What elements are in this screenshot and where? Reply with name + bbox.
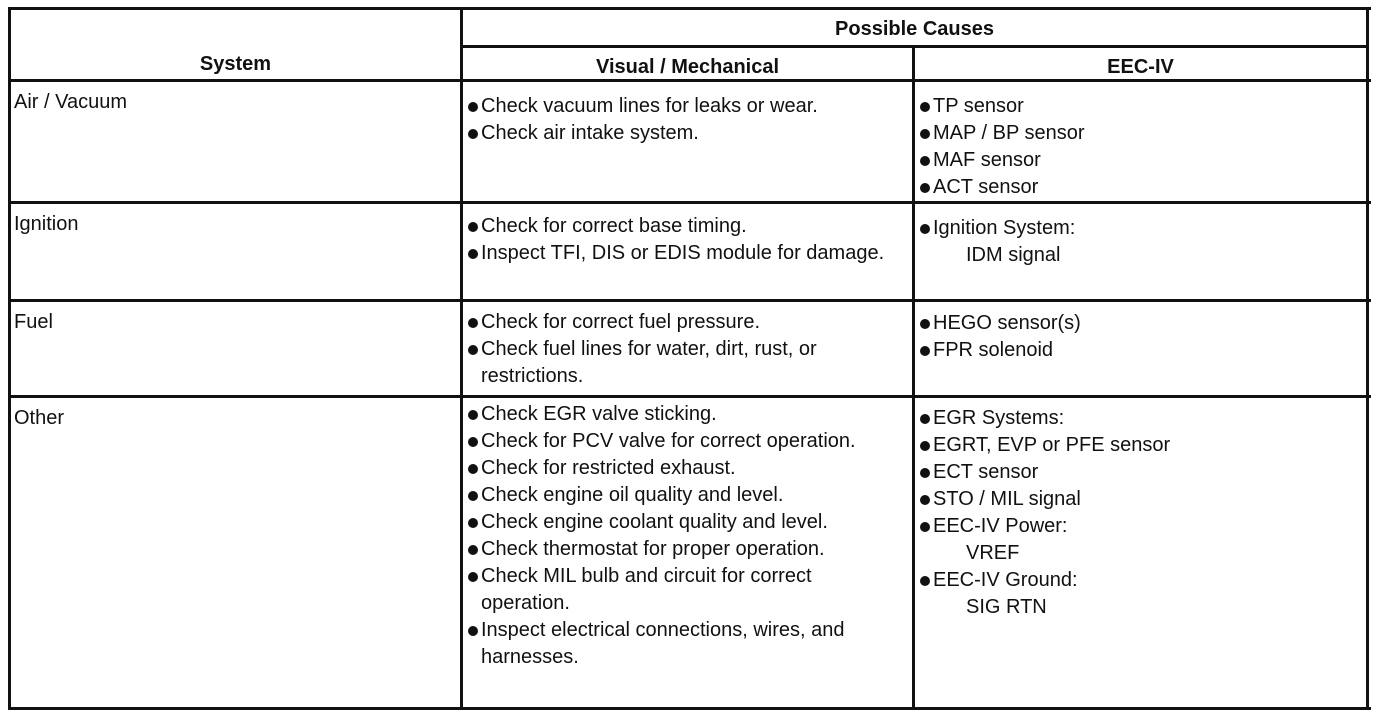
header-system: System	[199, 53, 272, 75]
list-item: Check fuel lines for water, dirt, rust, or restrictions.	[467, 336, 892, 390]
table-border-right	[1366, 7, 1369, 710]
list-item: Check engine oil quality and level.	[467, 482, 905, 509]
eec-ignition	[919, 215, 1365, 269]
eec-item-text: EEC-IV Power:	[933, 515, 1068, 537]
list-item: Inspect electrical connections, wires, and harnesses.	[467, 617, 905, 671]
visual-ignition	[467, 213, 892, 267]
eec-fuel	[919, 310, 1365, 364]
list-item: ECT sensor	[919, 459, 1365, 486]
list-item: Check engine coolant quality and level.	[467, 509, 905, 536]
row-divider-air	[8, 201, 1371, 204]
list-item: MAF sensor	[919, 147, 1365, 174]
list-item: TP sensor	[919, 93, 1365, 120]
list-item: HEGO sensor(s)	[919, 310, 1365, 337]
header-eec-iv: EEC-IV	[1107, 56, 1174, 78]
list-item	[919, 567, 1365, 621]
system-ignition: Ignition	[14, 213, 79, 235]
diagnostic-table	[8, 7, 1371, 710]
list-item: EGRT, EVP or PFE sensor	[919, 432, 1365, 459]
visual-list	[467, 93, 911, 147]
system-fuel: Fuel	[14, 311, 53, 333]
list-item: Check thermostat for proper operation.	[467, 536, 905, 563]
column-divider-eec	[912, 45, 915, 710]
list-item: Check for correct base timing.	[467, 213, 892, 240]
column-divider-system	[460, 7, 463, 710]
header-visual-mechanical: Visual / Mechanical	[595, 56, 780, 78]
eec-item-subtext: IDM signal	[966, 244, 1061, 266]
table-border-top	[8, 7, 1371, 10]
header-divider-possible-causes	[462, 45, 1369, 48]
list-item: Check EGR valve sticking.	[467, 401, 905, 428]
list-item: ACT sensor	[919, 174, 1365, 201]
list-item: STO / MIL signal	[919, 486, 1365, 513]
list-item: MAP / BP sensor	[919, 120, 1365, 147]
list-item: Check for PCV valve for correct operation.	[467, 428, 905, 455]
list-item: Check for correct fuel pressure.	[467, 309, 892, 336]
list-item	[919, 215, 1365, 269]
visual-list	[467, 401, 905, 671]
eec-other	[919, 405, 1365, 621]
row-divider-ignition	[8, 299, 1371, 302]
list-item	[919, 513, 1365, 567]
list-item: Check MIL bulb and circuit for correct operation.	[467, 563, 905, 617]
row-divider-fuel	[8, 395, 1371, 398]
eec-list	[919, 405, 1365, 621]
list-item: EGR Systems:	[919, 405, 1365, 432]
system-air-vacuum: Air / Vacuum	[14, 91, 127, 113]
eec-item-subtext: SIG RTN	[966, 596, 1047, 618]
list-item: Check air intake system.	[467, 120, 911, 147]
eec-item-text: EEC-IV Ground:	[933, 569, 1078, 591]
system-other: Other	[14, 407, 65, 429]
eec-air-vacuum	[919, 93, 1365, 201]
header-possible-causes: Possible Causes	[835, 18, 994, 40]
visual-other	[467, 401, 905, 671]
visual-list	[467, 213, 892, 267]
visual-air-vacuum	[467, 93, 911, 147]
list-item: FPR solenoid	[919, 337, 1365, 364]
eec-item-text: Ignition System:	[933, 217, 1076, 239]
visual-fuel	[467, 309, 892, 390]
list-item: Check vacuum lines for leaks or wear.	[467, 93, 911, 120]
eec-list	[919, 310, 1365, 364]
eec-list	[919, 93, 1365, 201]
list-item: Check for restricted exhaust.	[467, 455, 905, 482]
header-divider-bottom	[8, 79, 1371, 82]
eec-list	[919, 215, 1365, 269]
list-item: Inspect TFI, DIS or EDIS module for damage.	[467, 240, 892, 267]
table-border-bottom	[8, 707, 1371, 710]
eec-item-subtext: VREF	[966, 542, 1020, 564]
visual-list	[467, 309, 892, 390]
